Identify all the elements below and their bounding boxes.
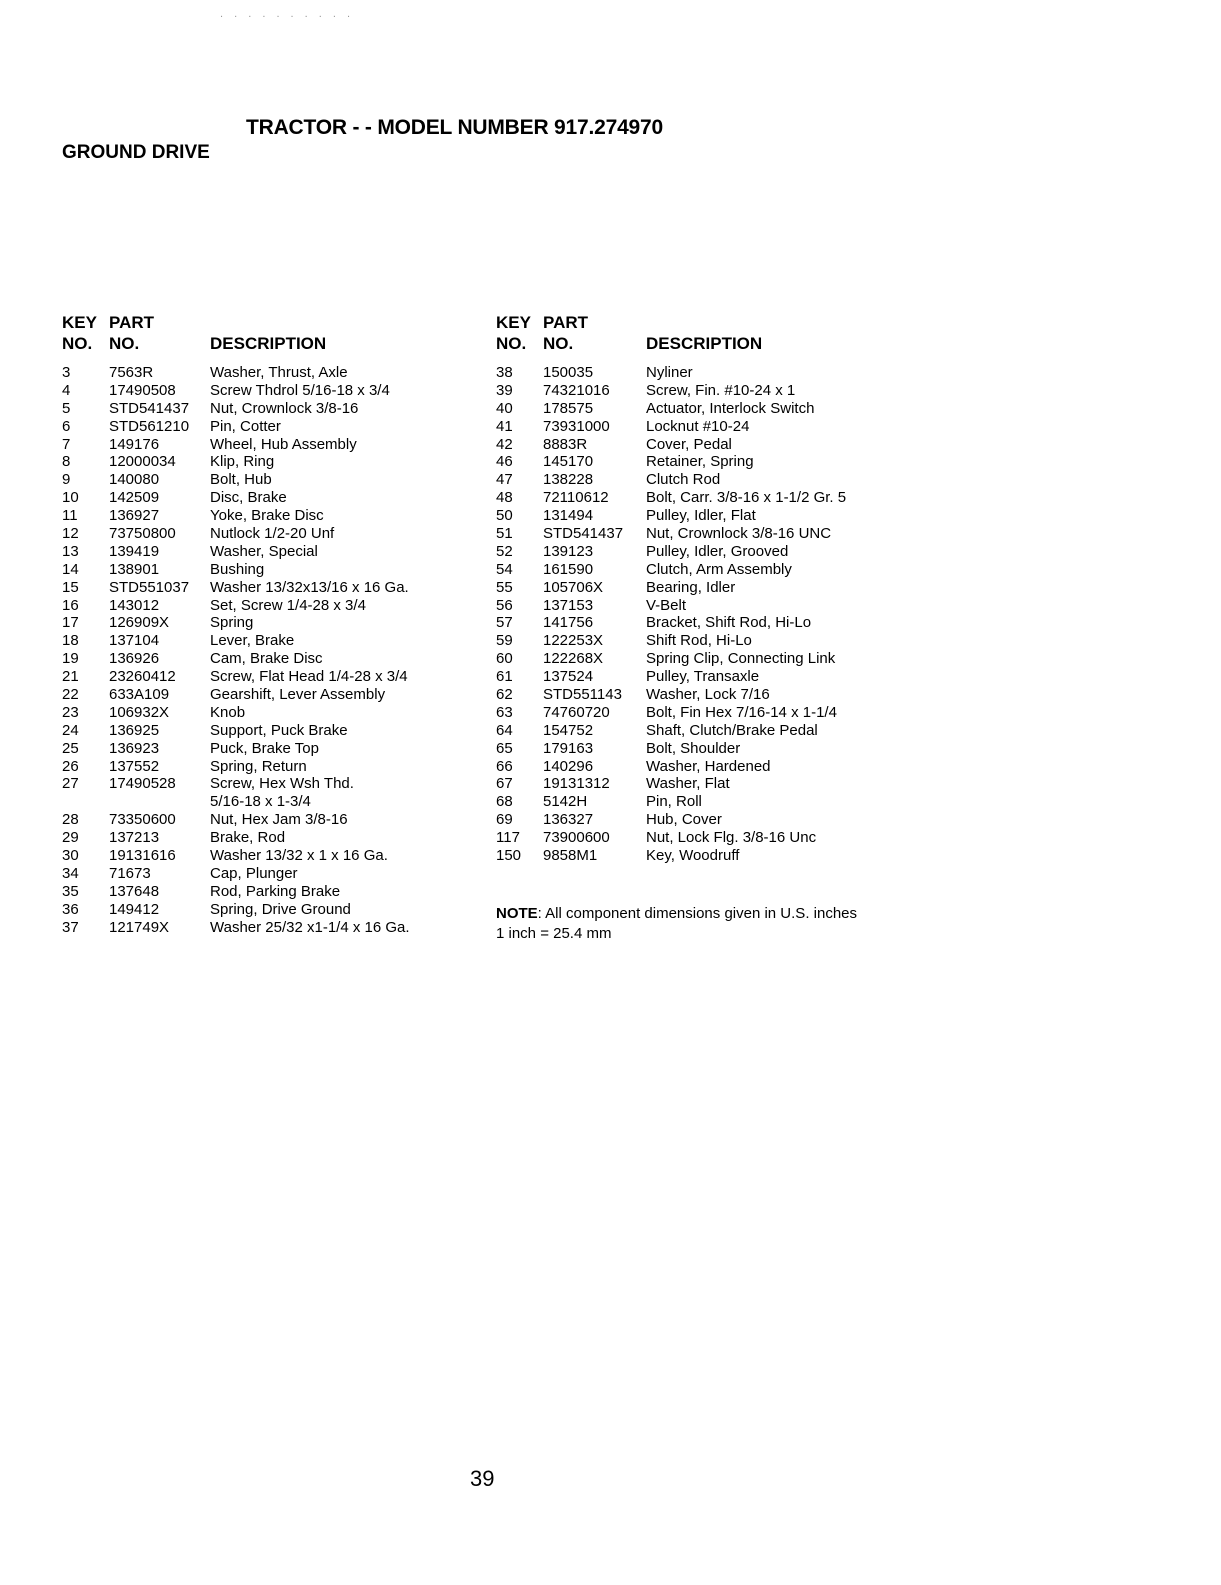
parts-row bbox=[62, 543, 482, 561]
section-heading: GROUND DRIVE bbox=[62, 142, 210, 163]
parts-row bbox=[62, 722, 482, 740]
part-description: Spring, Return bbox=[210, 757, 307, 775]
part-number: 121749X bbox=[109, 918, 170, 936]
key-number: 10 bbox=[62, 489, 79, 507]
parts-row bbox=[496, 793, 916, 811]
parts-row bbox=[496, 847, 916, 865]
part-description: Bearing, Idler bbox=[646, 578, 736, 596]
part-number: 7563R bbox=[109, 364, 154, 381]
parts-row bbox=[496, 418, 916, 436]
parts-row bbox=[496, 382, 916, 400]
part-number: 179163 bbox=[543, 739, 594, 757]
part-number: 137153 bbox=[543, 596, 594, 614]
part-number: 138901 bbox=[109, 560, 160, 578]
key-number: 17 bbox=[62, 614, 79, 632]
header-description: DESCRIPTION bbox=[210, 334, 327, 353]
parts-row bbox=[62, 597, 482, 615]
part-number: STD551143 bbox=[543, 686, 622, 704]
parts-row bbox=[62, 579, 482, 597]
part-description: Disc, Brake bbox=[210, 489, 287, 507]
parts-row bbox=[62, 507, 482, 525]
part-number: 139419 bbox=[109, 542, 160, 560]
part-number: 136927 bbox=[109, 507, 160, 525]
parts-row bbox=[496, 668, 916, 686]
parts-row bbox=[62, 614, 482, 632]
parts-row bbox=[62, 865, 482, 883]
part-number: 126909X bbox=[109, 614, 170, 632]
part-description: Pulley, Idler, Flat bbox=[646, 507, 756, 525]
part-description: V-Belt bbox=[646, 596, 687, 614]
parts-row bbox=[62, 525, 482, 543]
key-number: 117 bbox=[496, 829, 520, 847]
part-description: Cam, Brake Disc bbox=[210, 650, 323, 668]
scan-specks: . . . . . . . . . . bbox=[220, 8, 355, 20]
part-description: Actuator, Interlock Switch bbox=[646, 399, 815, 417]
part-number: 122268X bbox=[543, 650, 604, 668]
header-part-line2: NO. bbox=[543, 334, 574, 353]
part-number: 19131312 bbox=[543, 775, 610, 793]
part-number: 74760720 bbox=[543, 703, 610, 721]
key-number: 25 bbox=[62, 739, 79, 757]
parts-row bbox=[496, 471, 916, 489]
part-description: Puck, Brake Top bbox=[210, 739, 319, 757]
key-number: 34 bbox=[62, 864, 79, 882]
part-number: 136925 bbox=[109, 721, 160, 739]
part-description: Screw, Flat Head 1/4-28 x 3/4 bbox=[210, 668, 408, 686]
part-description: Pulley, Idler, Grooved bbox=[646, 542, 789, 560]
part-description: Nut, Lock Flg. 3/8-16 Unc bbox=[646, 829, 817, 847]
part-number: 137213 bbox=[109, 829, 160, 847]
parts-row bbox=[62, 811, 482, 829]
parts-row bbox=[62, 829, 482, 847]
part-description: Yoke, Brake Disc bbox=[210, 507, 324, 525]
part-description: Clutch Rod bbox=[646, 471, 721, 489]
part-number: 9858M1 bbox=[543, 847, 598, 865]
parts-row bbox=[496, 686, 916, 704]
parts-row bbox=[496, 632, 916, 650]
key-number: 24 bbox=[62, 721, 79, 739]
parts-row bbox=[62, 453, 482, 471]
key-number: 37 bbox=[62, 918, 79, 936]
parts-row bbox=[496, 489, 916, 507]
part-number: 137104 bbox=[109, 632, 160, 650]
part-description: Klip, Ring bbox=[210, 453, 275, 471]
part-description: 5/16-18 x 1-3/4 bbox=[210, 793, 311, 811]
parts-row bbox=[62, 418, 482, 436]
key-number: 9 bbox=[62, 471, 71, 489]
key-number: 50 bbox=[496, 507, 513, 525]
part-number: 137524 bbox=[543, 668, 594, 686]
part-description: Screw Thdrol 5/16-18 x 3/4 bbox=[210, 381, 390, 399]
key-number: 11 bbox=[62, 507, 78, 525]
key-number: 7 bbox=[62, 435, 71, 453]
part-description: Pin, Roll bbox=[646, 793, 702, 811]
part-number: 17490528 bbox=[109, 775, 176, 793]
part-number: 71673 bbox=[109, 864, 151, 882]
parts-row bbox=[62, 704, 482, 722]
key-number: 61 bbox=[496, 668, 513, 686]
part-description: Nyliner bbox=[646, 364, 693, 381]
parts-row bbox=[62, 364, 482, 382]
part-number: 136926 bbox=[109, 650, 160, 668]
parts-row bbox=[496, 650, 916, 668]
part-description: Screw, Hex Wsh Thd. bbox=[210, 775, 354, 793]
key-number: 12 bbox=[62, 525, 79, 543]
key-number: 40 bbox=[496, 399, 513, 417]
header-key-line1: KEY bbox=[496, 313, 531, 332]
key-number: 27 bbox=[62, 775, 79, 793]
part-number: 140296 bbox=[543, 757, 594, 775]
part-description: Washer 13/32 x 1 x 16 Ga. bbox=[210, 847, 388, 865]
part-description: Cover, Pedal bbox=[646, 435, 732, 453]
part-number: 5142H bbox=[543, 793, 588, 811]
key-number: 48 bbox=[496, 489, 513, 507]
key-number: 13 bbox=[62, 542, 79, 560]
key-number: 15 bbox=[62, 578, 79, 596]
key-number: 14 bbox=[62, 560, 79, 578]
part-number: 105706X bbox=[543, 578, 604, 596]
key-number: 29 bbox=[62, 829, 79, 847]
part-number: 154752 bbox=[543, 721, 594, 739]
part-description: Spring Clip, Connecting Link bbox=[646, 650, 836, 668]
part-number: 8883R bbox=[543, 435, 588, 453]
part-description: Nut, Crownlock 3/8-16 bbox=[210, 399, 359, 417]
parts-row bbox=[496, 579, 916, 597]
parts-row bbox=[62, 740, 482, 758]
part-number: 19131616 bbox=[109, 847, 176, 865]
part-description: Bolt, Shoulder bbox=[646, 739, 741, 757]
key-number: 51 bbox=[496, 525, 513, 543]
key-number: 60 bbox=[496, 650, 513, 668]
part-description: Nut, Hex Jam 3/8-16 bbox=[210, 811, 348, 829]
parts-row bbox=[62, 847, 482, 865]
key-number: 68 bbox=[496, 793, 513, 811]
part-description: Bushing bbox=[210, 560, 265, 578]
part-description: Pulley, Transaxle bbox=[646, 668, 760, 686]
part-description: Hub, Cover bbox=[646, 811, 722, 829]
parts-row bbox=[496, 507, 916, 525]
part-number: STD561210 bbox=[109, 417, 190, 435]
key-number: 59 bbox=[496, 632, 513, 650]
header-part-line1: PART bbox=[109, 313, 155, 332]
parts-row bbox=[496, 722, 916, 740]
parts-row bbox=[62, 919, 482, 937]
page-number: 39 bbox=[470, 1466, 495, 1491]
parts-row bbox=[496, 811, 916, 829]
part-number: 142509 bbox=[109, 489, 160, 507]
parts-row bbox=[62, 686, 482, 704]
part-number: 131494 bbox=[543, 507, 594, 525]
parts-row bbox=[496, 436, 916, 454]
part-description: Retainer, Spring bbox=[646, 453, 754, 471]
part-description: Gearshift, Lever Assembly bbox=[210, 686, 386, 704]
part-description: Support, Puck Brake bbox=[210, 721, 348, 739]
parts-row bbox=[62, 668, 482, 686]
key-number: 26 bbox=[62, 757, 79, 775]
part-number: 73900600 bbox=[543, 829, 610, 847]
key-number: 46 bbox=[496, 453, 513, 471]
parts-row bbox=[62, 758, 482, 776]
key-number: 67 bbox=[496, 775, 513, 793]
parts-row bbox=[496, 829, 916, 847]
part-description: Bolt, Fin Hex 7/16-14 x 1-1/4 bbox=[646, 703, 837, 721]
key-number: 28 bbox=[62, 811, 79, 829]
parts-row bbox=[62, 793, 482, 811]
parts-row bbox=[496, 758, 916, 776]
part-number: 138228 bbox=[543, 471, 594, 489]
parts-row bbox=[62, 901, 482, 919]
parts-row bbox=[496, 364, 916, 382]
key-number: 54 bbox=[496, 560, 513, 578]
note-label: NOTE bbox=[496, 905, 538, 922]
key-number: 52 bbox=[496, 542, 513, 560]
part-number: 139123 bbox=[543, 542, 594, 560]
header-part-line2: NO. bbox=[109, 334, 140, 353]
part-description: Pin, Cotter bbox=[210, 417, 281, 435]
part-number: 137648 bbox=[109, 882, 160, 900]
part-description: Nutlock 1/2-20 Unf bbox=[210, 525, 335, 543]
part-description: Clutch, Arm Assembly bbox=[646, 560, 792, 578]
part-number: 106932X bbox=[109, 703, 170, 721]
key-number: 3 bbox=[62, 364, 71, 381]
part-description: Washer, Lock 7/16 bbox=[646, 686, 770, 704]
parts-row bbox=[62, 883, 482, 901]
header-description: DESCRIPTION bbox=[646, 334, 763, 353]
part-number: 73931000 bbox=[543, 417, 610, 435]
part-description: Lever, Brake bbox=[210, 632, 295, 650]
part-number: 122253X bbox=[543, 632, 604, 650]
parts-row bbox=[496, 614, 916, 632]
key-number: 18 bbox=[62, 632, 79, 650]
header-key-line2: NO. bbox=[496, 334, 527, 353]
part-number: 137552 bbox=[109, 757, 160, 775]
part-number: 73350600 bbox=[109, 811, 176, 829]
part-number: 23260412 bbox=[109, 668, 176, 686]
key-number: 36 bbox=[62, 900, 79, 918]
part-number: 150035 bbox=[543, 364, 594, 381]
part-number: 141756 bbox=[543, 614, 594, 632]
part-description: Bolt, Carr. 3/8-16 x 1-1/2 Gr. 5 bbox=[646, 489, 847, 507]
part-number: 136923 bbox=[109, 739, 160, 757]
key-number: 41 bbox=[496, 417, 513, 435]
part-description: Bolt, Hub bbox=[210, 471, 272, 489]
part-number: STD551037 bbox=[109, 578, 190, 596]
column-headers-right bbox=[496, 312, 916, 356]
header-key-line1: KEY bbox=[62, 313, 97, 332]
note-text: : All component dimensions given in U.S. inches bbox=[537, 905, 858, 922]
part-description: Washer 25/32 x1-1/4 x 16 Ga. bbox=[210, 918, 410, 936]
key-number: 65 bbox=[496, 739, 513, 757]
part-number: STD541437 bbox=[109, 399, 190, 417]
part-description: Screw, Fin. #10-24 x 1 bbox=[646, 381, 796, 399]
key-number: 150 bbox=[496, 847, 522, 865]
key-number: 57 bbox=[496, 614, 513, 632]
key-number: 38 bbox=[496, 364, 513, 381]
key-number: 64 bbox=[496, 721, 513, 739]
part-number: 136327 bbox=[543, 811, 594, 829]
part-description: Washer, Special bbox=[210, 542, 318, 560]
part-description: Spring, Drive Ground bbox=[210, 900, 351, 918]
dimension-note bbox=[496, 904, 857, 944]
key-number: 62 bbox=[496, 686, 513, 704]
key-number: 6 bbox=[62, 417, 71, 435]
parts-row bbox=[496, 543, 916, 561]
part-number: 633A109 bbox=[109, 686, 170, 704]
key-number: 30 bbox=[62, 847, 79, 865]
page-title: TRACTOR - - MODEL NUMBER 917.274970 bbox=[246, 116, 663, 139]
part-description: Bracket, Shift Rod, Hi-Lo bbox=[646, 614, 812, 632]
part-description: Wheel, Hub Assembly bbox=[210, 435, 357, 453]
key-number: 23 bbox=[62, 703, 79, 721]
key-number: 55 bbox=[496, 578, 513, 596]
part-description: Washer, Flat bbox=[646, 775, 730, 793]
part-number: 161590 bbox=[543, 560, 594, 578]
part-description: Cap, Plunger bbox=[210, 864, 298, 882]
key-number: 4 bbox=[62, 381, 71, 399]
key-number: 16 bbox=[62, 596, 79, 614]
key-number: 66 bbox=[496, 757, 513, 775]
part-description: Washer, Thrust, Axle bbox=[210, 364, 348, 381]
part-number: 149412 bbox=[109, 900, 160, 918]
parts-row bbox=[62, 775, 482, 793]
parts-row bbox=[496, 704, 916, 722]
parts-list-right bbox=[496, 312, 916, 865]
part-number: 17490508 bbox=[109, 381, 176, 399]
part-description: Brake, Rod bbox=[210, 829, 286, 847]
part-description: Shift Rod, Hi-Lo bbox=[646, 632, 752, 650]
key-number: 19 bbox=[62, 650, 79, 668]
header-part-line1: PART bbox=[543, 313, 589, 332]
parts-row bbox=[496, 740, 916, 758]
part-description: Washer, Hardened bbox=[646, 757, 771, 775]
parts-list-left bbox=[62, 312, 482, 937]
parts-row bbox=[62, 561, 482, 579]
parts-row bbox=[62, 471, 482, 489]
parts-row bbox=[62, 650, 482, 668]
parts-row bbox=[496, 453, 916, 471]
parts-rows-left bbox=[62, 364, 482, 937]
part-description: Spring bbox=[210, 614, 254, 632]
part-number: 143012 bbox=[109, 596, 160, 614]
column-headers-left bbox=[62, 312, 482, 356]
key-number: 35 bbox=[62, 882, 79, 900]
part-number: 145170 bbox=[543, 453, 594, 471]
part-number: 72110612 bbox=[543, 489, 609, 507]
part-description: Washer 13/32x13/16 x 16 Ga. bbox=[210, 578, 409, 596]
note-conversion: 1 inch = 25.4 mm bbox=[496, 925, 612, 942]
parts-row bbox=[496, 561, 916, 579]
parts-row bbox=[62, 382, 482, 400]
key-number: 69 bbox=[496, 811, 513, 829]
part-number: 178575 bbox=[543, 399, 594, 417]
parts-row bbox=[496, 775, 916, 793]
part-description: Key, Woodruff bbox=[646, 847, 740, 865]
part-number: STD541437 bbox=[543, 525, 624, 543]
part-description: Locknut #10-24 bbox=[646, 417, 750, 435]
key-number: 47 bbox=[496, 471, 513, 489]
parts-row bbox=[62, 436, 482, 454]
parts-rows-right bbox=[496, 364, 916, 865]
header-key-line2: NO. bbox=[62, 334, 93, 353]
key-number: 8 bbox=[62, 453, 71, 471]
parts-row bbox=[62, 489, 482, 507]
part-number: 140080 bbox=[109, 471, 160, 489]
parts-row bbox=[496, 525, 916, 543]
part-number: 73750800 bbox=[109, 525, 176, 543]
key-number: 39 bbox=[496, 381, 513, 399]
key-number: 22 bbox=[62, 686, 79, 704]
part-number: 74321016 bbox=[543, 381, 610, 399]
parts-row bbox=[496, 400, 916, 418]
parts-row bbox=[62, 400, 482, 418]
part-description: Knob bbox=[210, 703, 246, 721]
key-number: 56 bbox=[496, 596, 513, 614]
key-number: 42 bbox=[496, 435, 513, 453]
part-description: Set, Screw 1/4-28 x 3/4 bbox=[210, 596, 366, 614]
key-number: 21 bbox=[62, 668, 79, 686]
key-number: 5 bbox=[62, 399, 71, 417]
parts-row bbox=[62, 632, 482, 650]
part-description: Rod, Parking Brake bbox=[210, 882, 341, 900]
part-description: Nut, Crownlock 3/8-16 UNC bbox=[646, 525, 832, 543]
part-number: 12000034 bbox=[109, 453, 176, 471]
parts-row bbox=[496, 597, 916, 615]
key-number: 63 bbox=[496, 703, 513, 721]
part-description: Shaft, Clutch/Brake Pedal bbox=[646, 721, 818, 739]
part-number: 149176 bbox=[109, 435, 160, 453]
